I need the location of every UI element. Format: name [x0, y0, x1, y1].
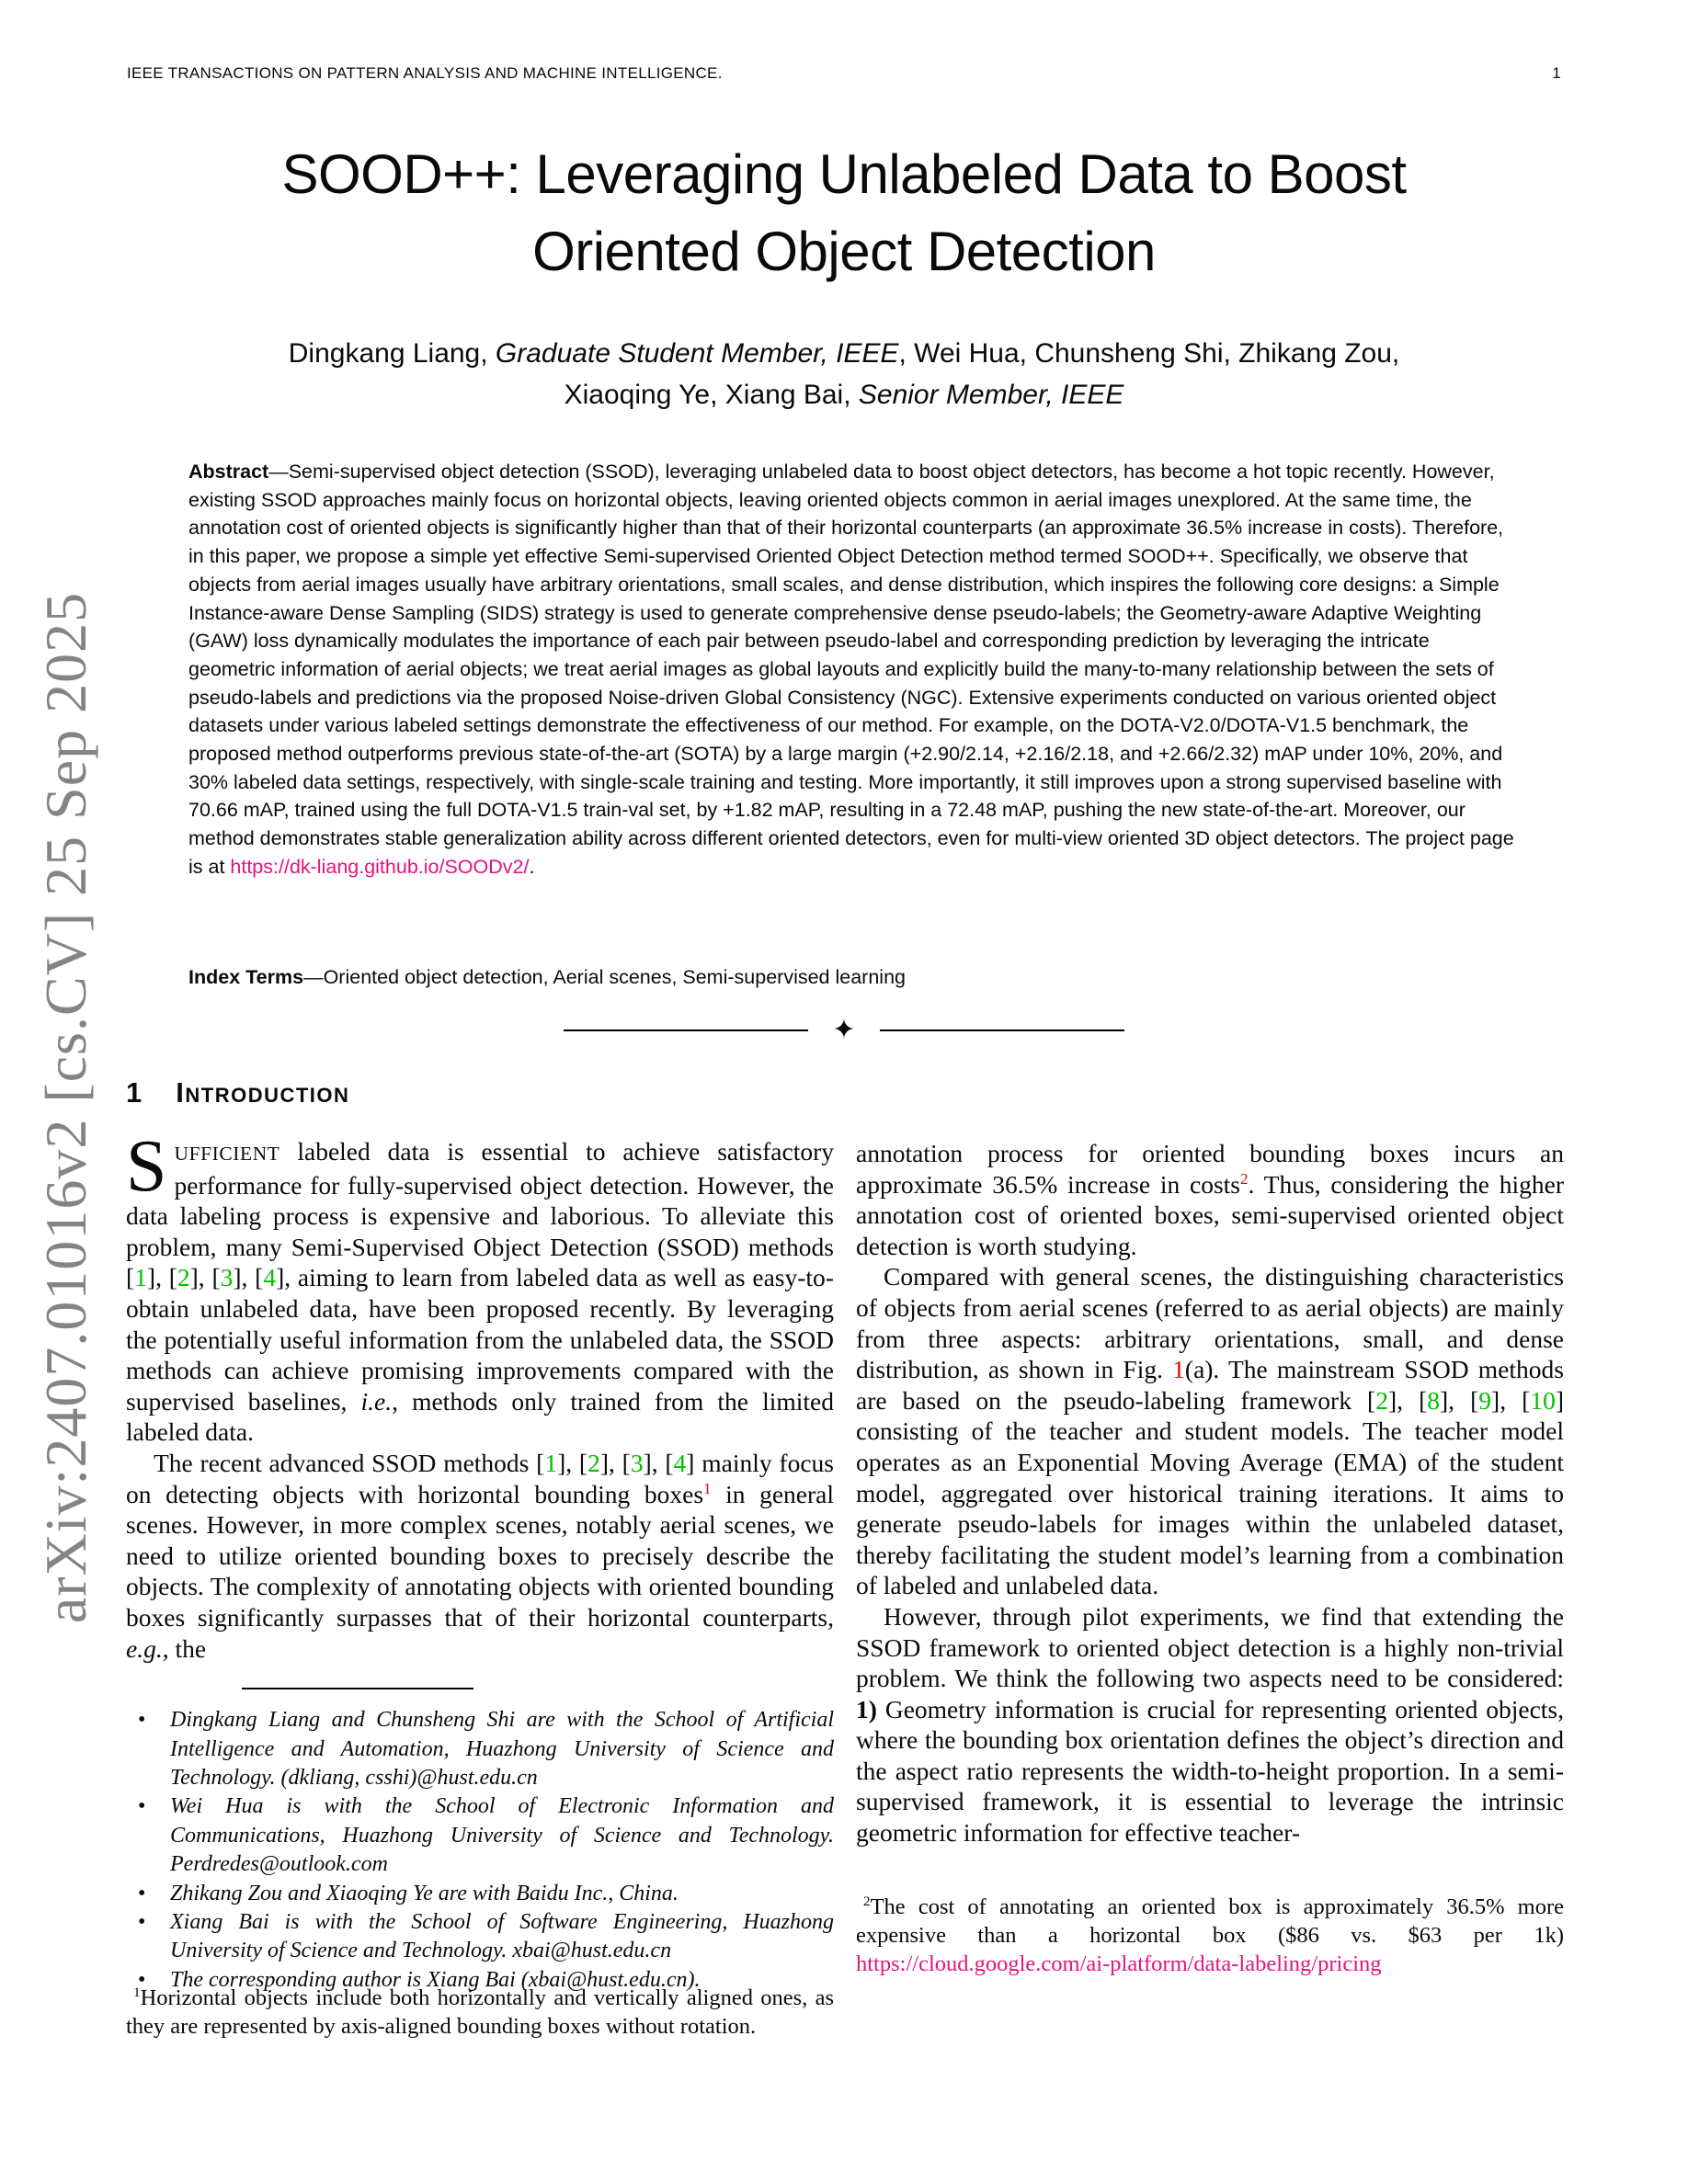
text-segment: , the — [162, 1633, 207, 1663]
footnote-marker[interactable]: 1 — [703, 1479, 712, 1497]
figure-reference[interactable]: 1 — [1172, 1355, 1185, 1384]
affiliation-list — [126, 1706, 834, 1995]
affiliation-text — [170, 1706, 834, 1792]
text-segment: labeled data is essential to achieve satisfactory performance for fully-supervised object detection. However, the data labeling process is expensive and laborious. To alleviate this problem, many Semi-Supervised Object Detection (SSOD) methods [ — [126, 1137, 834, 1292]
text-segment: Geometry information is crucial for representing oriented objects, where the bounding box orientation defines the object’s direction and the aspect ratio represents the width-to-height proportion. In a semi-supervised framework, it is essential to leverage the intrinsic geometric information for effective teacher- — [856, 1694, 1564, 1848]
citation-link[interactable]: 4 — [673, 1448, 687, 1477]
paper-title-line2: Oriented Object Detection — [532, 221, 1156, 282]
intro-paragraph-1 — [126, 1126, 834, 1448]
citation-link[interactable]: 10 — [1530, 1385, 1556, 1415]
text-segment: However, through pilot experiments, we find that extending the SSOD framework to oriented object detection is a highly non-trivial problem. We think the following two aspects need to be considered: — [856, 1601, 1564, 1693]
text-segment: ], [ — [643, 1448, 674, 1477]
citation-link[interactable]: 3 — [630, 1448, 644, 1477]
text-segment: . — [529, 855, 535, 878]
text-segment: ], [ — [233, 1263, 264, 1292]
author-line1 — [0, 333, 1688, 374]
intro-paragraph-3 — [856, 1138, 1564, 1261]
text-segment: . Thus, considering the higher annotation cost of oriented boxes, semi-supervised oriented object detection is worth studying. — [856, 1169, 1564, 1260]
text-segment: Index Terms — [188, 966, 304, 988]
text-segment: ] mainly focus on detecting objects with horizontal bounding boxes — [126, 1448, 834, 1508]
affiliation-item — [126, 1880, 834, 1908]
text-segment: (a). The mainstream SSOD methods are based on the pseudo-labeling framework [ — [856, 1355, 1564, 1415]
text-segment: —Oriented object detection, Aerial scenes, Semi-supervised learning — [303, 966, 906, 988]
arxiv-watermark: arXiv:2407.01016v2 [cs.CV] 25 Sep 2025 — [33, 591, 98, 1624]
text-segment: in general scenes. However, in more complex scenes, notably aerial scenes, we need to utilize oriented bounding boxes to precisely describe the objects. The complexity of annotating objects with oriented bounding boxes significantly surpasses that of their horizontal counterparts, — [126, 1479, 834, 1632]
text-segment: Zhikang Zou and Xiaoqing Ye are with Baidu Inc., China. — [170, 1881, 679, 1905]
separator-line — [564, 1029, 808, 1031]
index-terms — [188, 963, 1522, 992]
paper-title — [0, 136, 1688, 290]
affiliation-text — [170, 1880, 834, 1908]
journal-name: IEEE TRANSACTIONS ON PATTERN ANALYSIS AND MACHINE INTELLIGENCE. — [127, 64, 723, 82]
text-segment: Wei Hua is with the School of Electronic Information and Communications, Huazhong University of Science and Technology. Perdredes@outlook.com — [170, 1794, 834, 1877]
bullet-icon: • — [138, 1708, 146, 1733]
text-segment: The cost of annotating an oriented box is approximately 36.5% more expensive than a horizontal box ($86 vs. $63 per 1k) — [856, 1894, 1564, 1948]
text-segment: Abstract — [188, 461, 269, 483]
text-segment: ], [ — [146, 1263, 177, 1292]
section-title: Introduction — [176, 1076, 350, 1109]
citation-link[interactable]: 2 — [1375, 1385, 1388, 1415]
abstract — [188, 458, 1522, 882]
right-column — [856, 1077, 1564, 1978]
author-list — [0, 333, 1688, 415]
text-segment: Horizontal objects include both horizontally and vertically aligned ones, as they are represented by axis-aligned bounding boxes without rotation. — [126, 1985, 834, 2040]
text-segment: ], aiming to learn from labeled data as well as easy-to-obtain unlabeled data, have been proposed recently. By leveraging the potentially useful information from the unlabeled data, the SSOD methods can achieve promising improvements compared with the supervised baselines, — [126, 1263, 834, 1416]
citation-link[interactable]: 4 — [263, 1263, 277, 1292]
bullet-icon: • — [138, 1881, 146, 1905]
footnote-marker: 1 — [133, 1985, 141, 2000]
footnote-marker[interactable]: 2 — [1240, 1169, 1249, 1188]
footnote-2 — [856, 1893, 1564, 1978]
page-number: 1 — [1552, 64, 1561, 82]
citation-link[interactable]: 2 — [587, 1448, 600, 1477]
text-segment: , methods only trained from the limited labeled data. — [126, 1386, 834, 1447]
intro-paragraph-5 — [856, 1601, 1564, 1848]
affiliation-text — [170, 1792, 834, 1879]
text-segment: Xiaoqing Ye, Xiang Bai, — [564, 380, 859, 410]
paper-title-line1: SOOD++: Leveraging Unlabeled Data to Boost — [281, 143, 1407, 205]
citation-link[interactable]: 1 — [134, 1263, 147, 1292]
text-segment: ], [ — [557, 1448, 588, 1477]
intro-paragraph-2 — [126, 1448, 834, 1664]
affiliation-separator-line — [242, 1688, 473, 1689]
text-segment: ] consisting of the teacher and student models. The teacher model operates as an Exponential Moving Average (EMA) of the student model, aggregated over historical training iterations. It aims to generate pseudo-labels for images within the unlabeled dataset, thereby facilitating the student model’s learning from a combination of labeled and unlabeled data. — [856, 1385, 1564, 1600]
text-segment: The recent advanced SSOD methods [ — [154, 1448, 545, 1477]
text-segment: ], [ — [1387, 1385, 1428, 1415]
citation-link[interactable]: 8 — [1427, 1385, 1440, 1415]
affiliation-text — [170, 1908, 834, 1966]
affiliation-item — [126, 1706, 834, 1792]
bullet-icon: • — [138, 1967, 146, 1992]
hyperlink[interactable]: https://cloud.google.com/ai-platform/data-labeling/pricing — [856, 1951, 1382, 1976]
text-segment: annotation process for oriented bounding boxes incurs an approximate 36.5% increase in costs — [856, 1139, 1564, 1199]
citation-link[interactable]: 2 — [177, 1263, 190, 1292]
text-segment: Compared with general scenes, the distinguishing characteristics of objects from aerial scenes (referred to as aerial objects) are mainly from three aspects: arbitrary orientations, small, and dense distribution, as shown in Fig. — [856, 1262, 1564, 1384]
text-segment: ], [ — [189, 1263, 221, 1292]
citation-link[interactable]: 1 — [544, 1448, 558, 1477]
bullet-icon: • — [138, 1794, 146, 1819]
author-line2 — [0, 374, 1688, 415]
section-separator — [0, 1017, 1688, 1044]
text-segment: ], [ — [1491, 1385, 1531, 1415]
section-number: 1 — [126, 1076, 143, 1109]
text-segment: Dingkang Liang, — [288, 338, 496, 369]
hyperlink[interactable]: https://dk-liang.github.io/SOODv2/ — [230, 855, 530, 878]
text-segment: Graduate Student Member, IEEE — [495, 338, 899, 369]
text-segment: ], [ — [1440, 1385, 1479, 1415]
left-column — [126, 1077, 834, 2041]
text-segment: Senior Member, IEEE — [858, 380, 1124, 410]
diamond-ornament: ✦ — [832, 1015, 856, 1045]
separator-line — [880, 1029, 1124, 1031]
text-segment: Xiang Bai is with the School of Software Engineering, Huazhong University of Science and Technology. xbai@hust.edu.cn — [170, 1909, 834, 1963]
paragraph-text — [126, 1126, 834, 1447]
text-segment: , Wei Hua, Chunsheng Shi, Zhikang Zou, — [898, 338, 1400, 369]
text-segment: UFFICIENT — [174, 1143, 280, 1165]
footnote-marker: 2 — [863, 1893, 871, 1909]
text-segment: e.g. — [126, 1633, 163, 1663]
text-segment: i.e. — [360, 1386, 393, 1416]
affiliation-item — [126, 1908, 834, 1966]
affiliation-item — [126, 1792, 834, 1879]
bullet-icon: • — [138, 1909, 146, 1934]
text-segment: The corresponding author is Xiang Bai (xbai@hust.edu.cn). — [170, 1967, 701, 1992]
text-segment: Dingkang Liang and Chunsheng Shi are with the School of Artificial Intelligence and Automation, Huazhong University of Science and Technology. (dkliang, csshi)@hust.edu.cn — [170, 1708, 834, 1790]
intro-paragraph-4 — [856, 1261, 1564, 1601]
footnote-1 — [126, 1984, 834, 2041]
text-segment: 1) — [856, 1694, 877, 1723]
section-heading-introduction — [126, 1077, 834, 1109]
citation-link[interactable]: 9 — [1478, 1385, 1492, 1415]
running-header — [127, 64, 1561, 83]
text-segment: ], [ — [599, 1448, 631, 1477]
text-segment: —Semi-supervised object detection (SSOD), leveraging unlabeled data to boost object detectors, has become a hot topic recently. However, existing SSOD approaches mainly focus on horizontal objects, leaving oriented objects common in aerial images unexplored. At the same time, the annotation cost of oriented objects is significantly higher than that of their horizontal counterparts (an approximate 36.5% increase in costs). Therefore, in this paper, we propose a simple yet effective Semi-supervised Oriented Object Detection method termed SOOD++. Specifically, we observe that objects from aerial images usually have arbitrary orientations, small scales, and dense distribution, which inspires the following core designs: a Simple Instance-aware Dense Sampling (SIDS) strategy is used to generate comprehensive dense pseudo-labels; the Geometry-aware Adaptive Weighting (GAW) loss dynamically modulates the importance of each pair between pseudo-label and corresponding prediction by leveraging the intricate geometric information of aerial objects; we treat aerial images as global layouts and explicitly build the many-to-many relationship between the sets of pseudo-labels and predictions via the proposed Noise-driven Global Consistency (NGC). Extensive experiments conducted on various oriented object datasets under various labeled settings demonstrate the effectiveness of our method. For example, on the DOTA-V2.0/DOTA-V1.5 benchmark, the proposed method outperforms previous state-of-the-art (SOTA) by a large margin (+2.90/2.14, +2.16/2.18, and +2.66/2.32) mAP under 10%, 20%, and 30% labeled data settings, respectively, with single-scale training and testing. More importantly, it still improves upon a strong supervised baseline with 70.66 mAP, trained using the full DOTA-V1.5 train-val set, by +1.82 mAP, resulting in a 72.48 mAP, pushing the new state-of-the-art. Moreover, our method demonstrates stable generalization ability across different oriented detectors, even for multi-view oriented 3D object detectors. The project page is at — [188, 461, 1514, 878]
dropcap-letter: S — [126, 1126, 167, 1207]
citation-link[interactable]: 3 — [220, 1263, 234, 1292]
